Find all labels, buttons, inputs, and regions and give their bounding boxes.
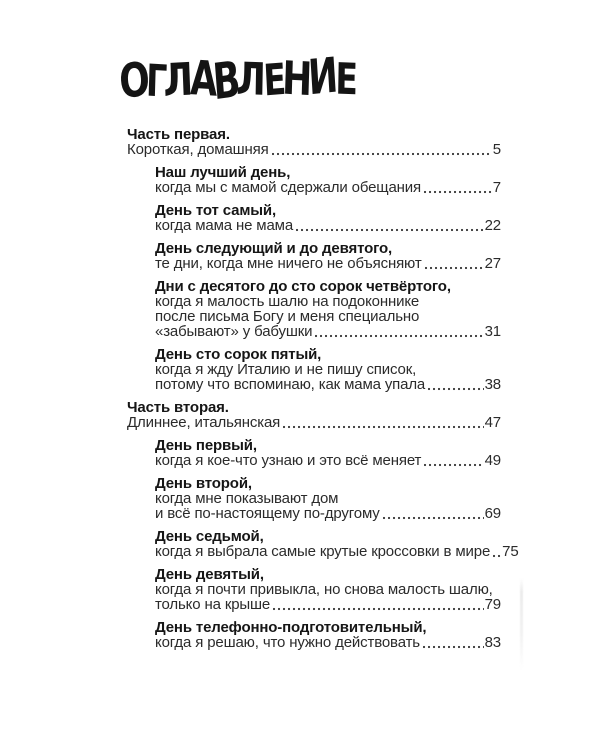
toc-chapter-entry (155, 528, 519, 560)
toc-entry-subtitle-text: Короткая, домашняя (127, 141, 269, 158)
dot-leader (272, 152, 492, 156)
toc-part-entry (127, 400, 501, 430)
toc-entry-title: День второй, (155, 475, 252, 492)
toc-entry-leader-line (155, 635, 501, 650)
title-letter: Л (236, 52, 267, 106)
dot-leader (315, 334, 483, 338)
toc-entry-subtitle-text: «забывают» у бабушки (155, 323, 313, 340)
toc-entry-subtitle (155, 309, 501, 324)
title-letter: Н (281, 50, 314, 107)
toc-entry-title: День телефонно-подготовительный, (155, 619, 427, 636)
toc-entry-subtitle-text: те дни, когда мне ничего не объясняют (155, 255, 422, 272)
toc-entry-title: Часть вторая. (127, 399, 229, 416)
toc-entry-title: День тот самый, (155, 202, 277, 219)
page-number: 7 (492, 179, 501, 196)
toc-entry-leader-line (155, 218, 501, 233)
toc-chapter-entry (155, 203, 501, 233)
toc-entry-leader-line (155, 543, 519, 560)
page-number: 38 (484, 376, 501, 393)
toc-entry-subtitle-text: и всё по-настоящему по-другому (155, 505, 380, 522)
dot-leader (283, 425, 483, 429)
toc-entry-leader-line (155, 180, 501, 195)
title-letter: И (307, 46, 341, 106)
dot-leader (425, 266, 484, 270)
dot-leader (383, 516, 484, 520)
toc-entry-title: День седьмой, (155, 528, 264, 545)
toc-entry-subtitle-text: когда мы с мамой сдержали обещания (155, 179, 422, 196)
toc-chapter-entry (155, 241, 501, 271)
toc-entry-leader-line (155, 453, 501, 468)
toc-entry-subtitle-text: когда мама не мама (155, 217, 294, 234)
toc-entry-subtitle-text: Длиннее, итальянская (127, 414, 281, 431)
toc-entry-title: День первый, (155, 437, 257, 454)
toc-entry-subtitle (155, 582, 501, 597)
page-number: 79 (484, 596, 501, 613)
toc-chapter-entry (155, 567, 501, 612)
toc-entry-leader-line (155, 506, 501, 521)
page-number: 47 (484, 414, 501, 431)
page-edge-artifact (520, 578, 523, 670)
toc-entry-subtitle-text: когда я выбрала самые крутые кроссовки в мире (155, 543, 491, 560)
toc-entry-subtitle-text: когда я решаю, что нужно действовать (155, 634, 420, 651)
toc-entry-title: Часть первая. (127, 126, 230, 143)
toc-entry-subtitle-text: когда я жду Италию и не пишу список, (155, 361, 417, 378)
title-letter: В (211, 49, 243, 112)
dot-leader (423, 645, 484, 649)
page-number: 5 (492, 141, 501, 158)
page-number: 22 (484, 217, 501, 234)
dot-leader (428, 387, 483, 391)
toc-entry-leader-line (155, 377, 501, 392)
title-letter: О (117, 51, 152, 110)
dot-leader (273, 607, 483, 611)
toc-entry-subtitle-text: когда мне показывают дом (155, 490, 339, 507)
toc-entry-subtitle (155, 491, 501, 506)
toc-entry-leader-line (155, 597, 501, 612)
table-of-contents (127, 126, 519, 651)
title-letter: А (189, 49, 218, 108)
page-number: 75 (502, 543, 519, 560)
title-letter: Е (261, 53, 287, 106)
toc-entry-subtitle (155, 362, 501, 377)
toc-entry-subtitle-text: когда я почти привыкла, но снова малость шалю, (155, 581, 493, 598)
dot-leader (424, 190, 492, 194)
toc-entry-leader-line (127, 142, 501, 157)
title-letter: Л (162, 52, 195, 107)
toc-part-entry (127, 127, 501, 157)
toc-entry-subtitle-text: когда я малость шалю на подоконнике (155, 293, 420, 310)
toc-entry-title: Наш лучший день, (155, 164, 291, 181)
title-letter: Г (145, 54, 169, 108)
toc-chapter-entry (155, 476, 501, 521)
page-number: 31 (484, 323, 501, 340)
page-title (117, 46, 359, 112)
toc-entry-leader-line (127, 415, 501, 430)
toc-chapter-entry (155, 620, 501, 650)
toc-chapter-entry (155, 347, 501, 392)
toc-chapter-entry (155, 279, 501, 339)
toc-entry-subtitle-text: потому что вспоминаю, как мама упала (155, 376, 426, 393)
toc-chapter-entry (155, 165, 501, 195)
toc-entry-title: День сто сорок пятый, (155, 346, 322, 363)
toc-entry-subtitle-text: только на крыше (155, 596, 271, 613)
toc-entry-subtitle (155, 294, 501, 309)
title-letter: Е (334, 53, 359, 105)
dot-leader (424, 463, 483, 467)
toc-entry-leader-line (155, 256, 501, 271)
page-number: 83 (484, 634, 501, 651)
toc-entry-leader-line (155, 324, 501, 339)
toc-entry-subtitle-text: когда я кое-что узнаю и это всё меняет (155, 452, 422, 469)
page-number: 27 (484, 255, 501, 272)
dot-leader (296, 228, 484, 232)
toc-entry-title: День следующий и до девятого, (155, 240, 393, 257)
toc-chapter-entry (155, 438, 501, 468)
dot-leader (493, 554, 501, 558)
page-number: 69 (484, 505, 501, 522)
toc-entry-title: День девятый, (155, 566, 264, 583)
page-number: 49 (484, 452, 501, 469)
toc-entry-subtitle-text: после письма Богу и меня специально (155, 308, 420, 325)
toc-entry-title: Дни с десятого до сто сорок четвёртого, (155, 278, 451, 295)
